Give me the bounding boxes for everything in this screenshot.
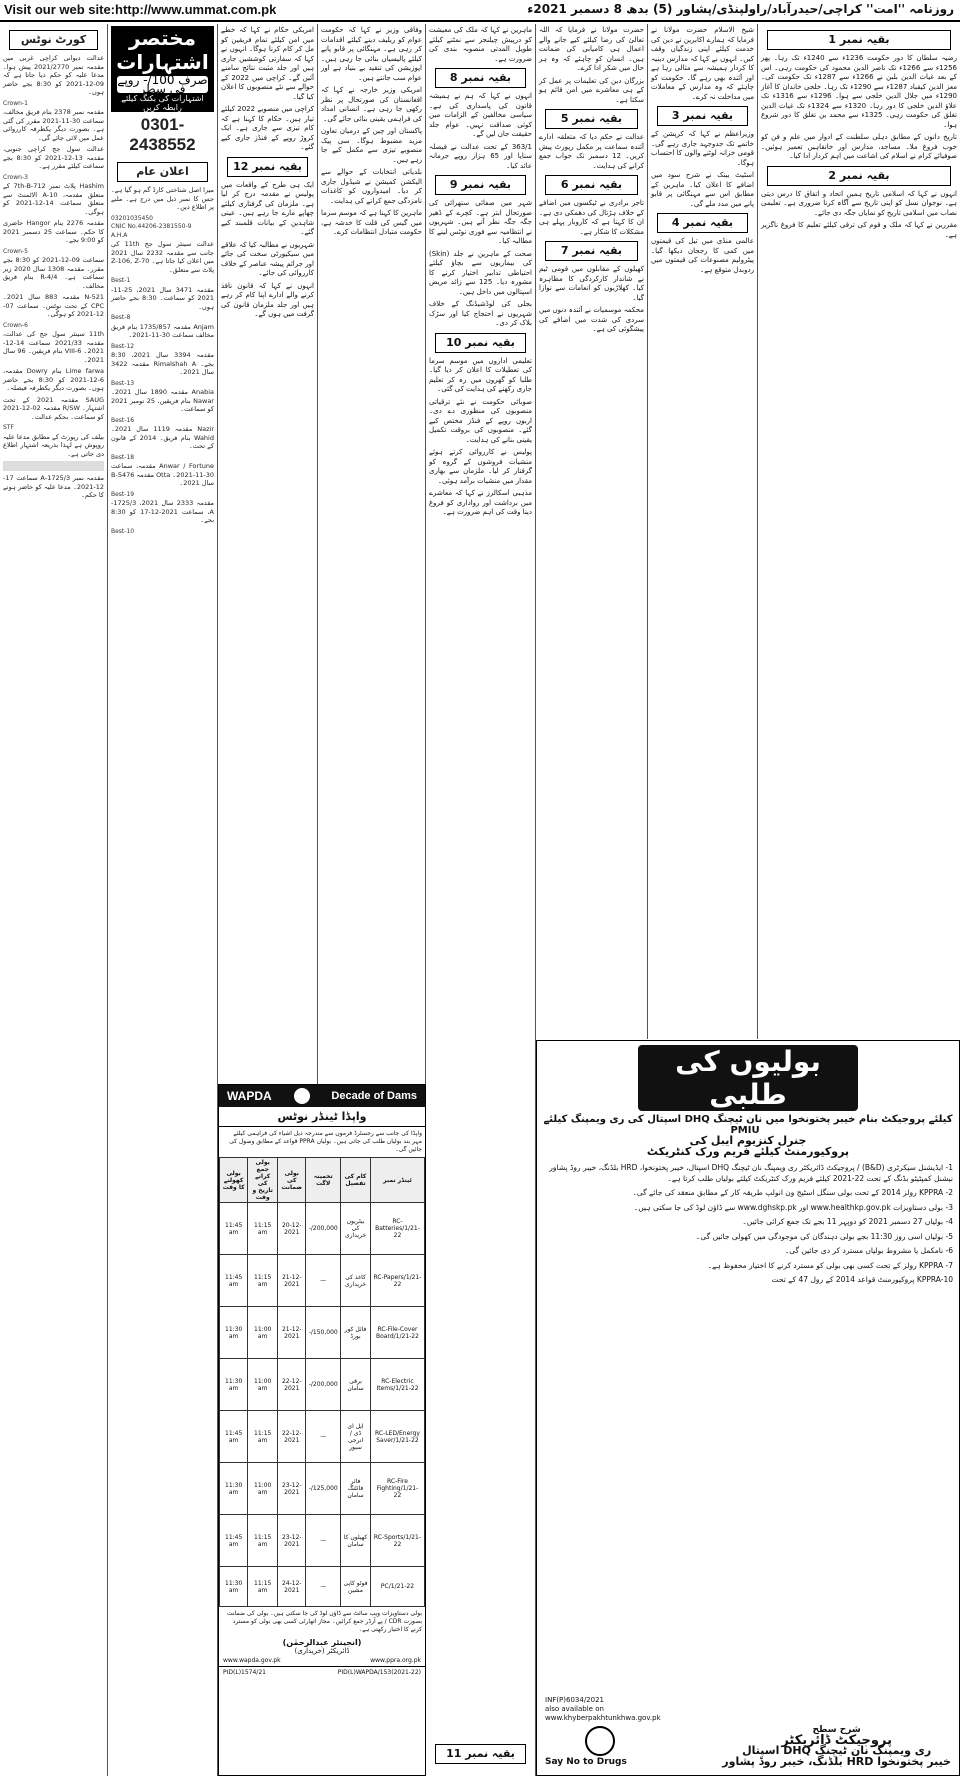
wapda-refs — [219, 1666, 425, 1678]
ad-text: میرا اصل شناختی کارڈ گم ہو گیا ہے۔ جس کا نمبر ذیل میں درج ہے۔ ملنے پر اطلاع دیں۔ — [111, 186, 214, 211]
cell-submit-time: 11:15 am — [248, 1411, 278, 1463]
news-text: انہوں نے کہا کہ ہم نے ہمیشہ قانون کی پاسداری کی ہے۔ سیاسی مخالفین کے الزامات میں کوئی صداقت نہیں۔ عوام جلد حقیقت جان لیں گے۔ — [429, 92, 532, 138]
tender-title: بولیوں کی طلبی — [675, 1045, 821, 1111]
table-row — [220, 1567, 425, 1607]
cell-tender-no: RC-Sports/1/21-22 — [370, 1515, 424, 1567]
cell-description: فائر فائٹنگ سامان — [341, 1463, 371, 1515]
case-tag: Best-12 — [111, 342, 135, 350]
cell-tender-no: PC/1/21-22 — [370, 1567, 424, 1607]
tender-ref-block — [545, 1696, 661, 1767]
news-text: رضیہ سلطان کا دور حکومت 1236ء سے 1240ء تک رہا۔ پھر 1256ء سے 1266ء تک ناصر الدین محمود کی حکومت رہی۔ اس کے بعد غیاث الدین بلبن نے 1266ء سے 1287ء تک حکومت کی۔ معز الدین کیقباد 1287ء سے 1290ء تک رہا۔ خلجی خاندان کا آغاز 1290ء میں جلال الدین خلجی سے ہوا۔ 1296ء سے 1316ء تک علاؤ الدین خلجی کا دور رہا۔ 1320ء سے 1324ء تک غیاث الدین تغلق کی حکومت رہی۔ 1325ء سے محمد بن تغلق کا دور شروع ہوا۔ — [761, 54, 958, 129]
cell-estimate: — — [306, 1411, 341, 1463]
case-tag: Crown-6 — [3, 321, 28, 329]
wapda-intro: واپڈا کی جانب سے رجسٹرڈ فرموں سے مندرجہ ذیل اشیاء کی فراہمی کیلئے مہر بند بولیاں طلب کی جاتی ہیں۔ بولیاں PPRA قواعد کے مطابق وصول کی جائیں گی۔ — [229, 1130, 422, 1153]
news-column-h — [758, 24, 960, 1039]
cell-date: 24-12-2021 — [278, 1567, 306, 1607]
ad-text: مقدمہ 3394 سال 2021، 8:30 بجے۔ Rimalshah A مقدمہ 3422 سال 2021۔ — [111, 351, 214, 376]
classified-ads-column — [108, 24, 218, 1776]
news-text: صوبائی حکومت نے نئے ترقیاتی منصوبوں کی منظوری دے دی۔ اربوں روپے کے فنڈز مختص کیے گئے۔ منصوبوں کی بروقت تکمیل یقینی بنانے کی ہدایت۔ — [429, 397, 532, 444]
th-estimate: تخمینہ لاگت — [306, 1158, 341, 1203]
ref-2: PID(L)WAPDA/153(2021-22) — [337, 1669, 421, 1676]
cell-tender-no: RC-LED/Energy Saver/1/21-22 — [370, 1411, 424, 1463]
tender-point: 3- بولی دستاویزات www.healthkp.gov.pk اور www.dghskp.pk سے ڈاؤن لوڈ کی جا سکتی ہیں۔ — [633, 1202, 953, 1212]
cell-estimate: — — [306, 1255, 341, 1307]
tender-point: 5- بولیاں اسی روز 11:30 بجے بولی دہندگان کی موجودگی میں کھولی جائیں گی۔ — [695, 1231, 953, 1241]
notice-text: Hashim پلاٹ نمبر 7th-B-712 کے متعلق مقدمہ، 10-A الاٹمنٹ سے متعلق سماعت 14-12-2021 کو ہوگی۔ — [3, 182, 105, 216]
cell-estimate: 200,000/- — [306, 1203, 341, 1255]
notice-text: SAUG مقدمہ 2021 کے تحت اشتہار۔ R/SW مقدمہ 02-12-2021 کو سماعت۔ بحکم عدالت۔ — [3, 395, 104, 421]
ad-text: Anabia مقدمہ 1890 سال 2021۔ Nawar بنام فریقین، 25 نومبر 2021 کو سماعت۔ — [111, 388, 214, 413]
case-tag: Best-13 — [111, 379, 135, 387]
news-text: کھیلوں کے مقابلوں میں قومی ٹیم نے شاندار کارکردگی کا مظاہرہ کیا۔ کھلاڑیوں کو انعامات سے نوازا گیا۔ — [539, 265, 644, 302]
news-text: تاریخ دانوں کے مطابق دہلی سلطنت کے ادوار میں علم و فن کو خوب فروغ ملا۔ مساجد، مدارس اور خانقاہیں تعمیر ہوئیں۔ صوفیائے کرام نے اسلام کی اشاعت میں اہم کردار ادا کیا۔ — [761, 133, 957, 160]
wapda-tender-table — [219, 1157, 425, 1607]
ad-text: مقدمہ 2333 سال 2021، 1725/3-A، سماعت 2021-12-17 کو 8:30 بجے۔ — [111, 499, 214, 524]
ad-cnic: CNIC No.44206-2381550-9 — [111, 223, 192, 230]
case-tag: Best-19 — [111, 490, 135, 498]
cell-open-time: 11:30 am — [220, 1463, 248, 1515]
wapda-logo-text: WAPDA — [227, 1089, 272, 1103]
news-text: تعلیمی اداروں میں موسم سرما کی تعطیلات کا اعلان کر دیا گیا۔ طلبا کو گھروں میں رہ کر تعلیم جاری رکھنے کی ہدایت کی گئی۔ — [429, 356, 532, 393]
cell-submit-time: 11:00 am — [248, 1463, 278, 1515]
court-notice-heading: کورٹ نوٹس — [9, 30, 98, 50]
govt-seal-icon — [585, 1726, 615, 1756]
cell-date: 21-12-2021 — [278, 1307, 306, 1359]
notice-text: عدالت سول جج کراچی جنوبی، مقدمہ 13-12-2021 کو 8:30 بجے سماعت کیلئے مقرر ہے۔ — [3, 145, 104, 170]
cell-description: ایل ای ڈی / انرجی سیور — [341, 1411, 371, 1463]
th-description: کام کی تفصیل — [341, 1158, 371, 1203]
cell-description: فائل کور بورڈ — [341, 1307, 371, 1359]
case-tag: Best-10 — [111, 527, 135, 535]
tender-point: 4- بولیاں 27 دسمبر 2021 کو دوپہر 11 بجے تک جمع کرائی جائیں۔ — [742, 1217, 953, 1226]
wapda-notice-title: واپڈا ٹینڈر نوٹس — [219, 1107, 425, 1127]
cell-open-time: 11:45 am — [220, 1255, 248, 1307]
tender-subtitle: کیلئے پروجیکٹ بنام خیبر پختونخوا میں نان ٹیچنگ DHQ اسپتال کی ری ویمپنگ کیلئے — [543, 1114, 953, 1125]
tender-point: 1- ایڈیشنل سیکرٹری (B&D) / پروجیکٹ ڈائریکٹر ری ویمپنگ نان ٹیچنگ DHQ اسپتال، خیبر پختونخوا، HRD بلڈنگ، خیبر روڈ پشاور نیشنل کمپٹیٹو بڈنگ کے تحت 22-2021 کیلئے فریم ورک کنٹریکٹ کیلئے بولیاں طلب کرتا ہے۔ — [549, 1163, 953, 1183]
continuation-heading: بقیہ نمبر 10 — [435, 333, 526, 353]
cell-open-time: 11:30 am — [220, 1567, 248, 1607]
tender-point: 7- KPPRA رولز کے تحت کسی بھی بولی کو مسترد کرنے کا اختیار محفوظ ہے۔ — [707, 1260, 953, 1270]
news-text: بزرگان دین کی تعلیمات پر عمل کر کے ہی معاشرے میں امن قائم ہو سکتا ہے۔ — [539, 76, 644, 104]
signature-block — [722, 1725, 951, 1767]
notice-text: مقدمہ نمبر 1725/3-A سماعت 17-12-2021۔ مدعا علیہ کو حاضر ہونے کا حکم۔ — [3, 474, 104, 499]
signature-org-1: ری ویمپنگ نان ٹیچنگ DHQ اسپتال — [742, 1744, 932, 1757]
table-row — [220, 1411, 425, 1463]
news-text: کراچی میں منصوبے 2022 کیلئے تیار ہیں۔ حکام کا کہنا ہے کہ کام تیزی سے جاری ہے۔ ایک کروڑ روپے کے فنڈز جاری کیے گئے۔ — [221, 105, 315, 151]
wapda-website[interactable]: www.wapda.gov.pk — [223, 1657, 281, 1664]
cell-description: بیٹریوں کی خریداری — [341, 1203, 371, 1255]
cell-submit-time: 11:00 am — [248, 1307, 278, 1359]
cell-description: کاغذ کی خریداری — [341, 1255, 371, 1307]
cell-tender-no: RC-Batteries/1/21-22 — [370, 1203, 424, 1255]
cell-estimate: 150,000/- — [306, 1307, 341, 1359]
news-text: پولیس نے کارروائی کرتے ہوئے منشیات فروشوں کے گروہ کو گرفتار کر لیا۔ ملزمان سے بھاری مقدار میں منشیات برآمد ہوئی۔ — [429, 448, 532, 485]
case-tag: Crown-1 — [3, 99, 28, 107]
signature-title: پروجیکٹ ڈائریکٹر — [781, 1732, 892, 1748]
table-header-row — [220, 1158, 425, 1203]
tender-title-bar — [638, 1045, 858, 1111]
cell-date: 22-12-2021 — [278, 1411, 306, 1463]
continuation-heading: بقیہ نمبر 6 — [545, 175, 638, 195]
case-tag: Best-8 — [111, 314, 131, 321]
tender-points — [543, 1163, 953, 1286]
ad-text: مقدمہ 3471 سال 2021، 25-11-2021 کو سماعت۔ 8:30 بجے حاضر ہوں۔ — [111, 285, 215, 311]
ad-text: عدالت سینئر سول جج 11th کی جانب سے مقدمہ 2232 سال 2021 میں اعلان کیا جاتا ہے۔ Z-106, Z-70 پلاٹ سے متعلق۔ — [111, 240, 214, 274]
news-text: مقررین نے کہا کہ ملک و قوم کی ترقی کیلئے تعلیم کا فروغ ناگزیر ہے۔ — [761, 221, 957, 239]
signer-name: (انجینئر عبدالرحمٰن) — [282, 1638, 362, 1647]
tender-ref: INF(P)6034/2021 — [545, 1696, 604, 1704]
wapda-slogan: Decade of Dams — [331, 1090, 417, 1102]
tender-also: also available on — [545, 1705, 604, 1713]
continuation-heading: بقیہ نمبر 9 — [435, 175, 526, 195]
news-text: شہریوں نے مطالبہ کیا کہ علاقے میں سیکیورٹی سخت کی جائے اور جرائم پیشہ عناصر کے خلاف کارروائی کی جائے۔ — [221, 240, 314, 277]
tender-point: 2- KPPRA رولز 2014 کے تحت بولی سنگل اسٹیج ون انولپ طریقہ کار کے مطابق منعقد کی جائے گی۔ — [632, 1188, 953, 1197]
news-text: مذہبی اسکالرز نے کہا کہ معاشرے میں برداشت اور رواداری کو فروغ دینا وقت کی اہم ضرورت ہے۔ — [429, 489, 532, 516]
cell-submit-time: 11:15 am — [248, 1515, 278, 1567]
tender-subtitle-row — [543, 1115, 953, 1136]
cell-open-time: 11:45 am — [220, 1203, 248, 1255]
tender-kppra: KPPRA-10 پروکیورمنٹ قواعد 2014 کے رول 47 کے تحت — [771, 1275, 953, 1284]
wapda-emblem-icon — [294, 1088, 310, 1104]
continuation-heading: بقیہ نمبر 5 — [545, 109, 638, 129]
continuation-heading: بقیہ نمبر 4 — [657, 213, 748, 233]
table-row — [220, 1515, 425, 1567]
cell-date: 20-12-2021 — [278, 1203, 306, 1255]
news-column-e — [426, 24, 536, 1776]
ad-initials: A.H.A — [111, 231, 128, 239]
ppra-website[interactable]: www.ppra.org.pk — [370, 1657, 421, 1664]
news-text: عدالت نے حکم دیا کہ متعلقہ ادارے آئندہ سماعت پر مکمل رپورٹ پیش کریں۔ 12 دسمبر تک جواب جمع کرانے کی ہدایت۔ — [539, 133, 644, 170]
continuation-heading: بقیہ نمبر 3 — [657, 106, 748, 126]
ref-1: PID(L)1574/21 — [223, 1669, 266, 1676]
table-row — [220, 1359, 425, 1411]
th-open: بولی کھولنے کا وقت — [220, 1158, 248, 1203]
continuation-heading: بقیہ نمبر 1 — [767, 30, 951, 50]
classified-title: مختصر اشتہارات — [116, 26, 209, 74]
notice-text: عدالت دیوانی کراچی غربی میں مقدمہ نمبر 2021/2770 پیش ہوا۔ مدعا علیہ کو حکم دیا جاتا ہے کہ 09-12-2021 کو 8:30 بجے حاضر ہوں۔ — [3, 54, 104, 96]
news-column-c — [218, 24, 318, 1084]
ad-phone: 03201035450 — [111, 214, 153, 222]
tender-sub2: جنرل کنزیوم ایبل کی — [689, 1134, 807, 1147]
paper-dateline: روزنامہ ''امت'' کراچی/حیدرآباد/راولپنڈی/پشاور (5) بدھ 8 دسمبر 2021ء — [527, 2, 954, 16]
court-notices-column-a — [0, 24, 108, 1776]
cell-estimate: — — [306, 1515, 341, 1567]
announce-heading: اعلان عام — [117, 162, 208, 182]
case-tag: Crown-5 — [3, 247, 28, 255]
cell-date: 23-12-2021 — [278, 1463, 306, 1515]
cell-description: برقی سامان — [341, 1359, 371, 1411]
table-row — [220, 1463, 425, 1515]
news-column-g — [648, 24, 758, 1039]
pmiu-tender-ad — [536, 1040, 960, 1776]
news-text: امریکی حکام نے کہا کہ خطے میں امن کیلئے تمام فریقین کو مل کر کام کرنا ہوگا۔ انہوں نے کہا کہ سفارتی کوششیں جاری ہیں اور جلد مثبت نتائج سامنے آئیں گے۔ کراچی میں 2022 کے حوالے سے نئے منصوبوں کا اعلان کیا گیا۔ — [221, 26, 314, 101]
pmiu-label: PMIU — [730, 1124, 760, 1136]
cell-estimate: — — [306, 1567, 341, 1607]
wapda-banner — [219, 1085, 425, 1107]
signer-title: ڈائریکٹر (خریداری) — [294, 1647, 350, 1655]
notice-text: سماعت 09-12-2021 کو 8:30 بجے مقرر۔ مقدمہ 1308 سال 2020 زیر سماعت ہے۔ R-4/4 بنام فریق مخالف۔ — [3, 256, 104, 290]
cell-description: فوٹو کاپی مشین — [341, 1567, 371, 1607]
say-no-drugs: Say No to Drugs — [545, 1757, 627, 1767]
cell-submit-time: 11:00 am — [248, 1359, 278, 1411]
news-text: بجلی کی لوڈشیڈنگ کے خلاف شہریوں نے احتجاج کیا اور سڑک بلاک کر دی۔ — [429, 300, 532, 327]
table-row — [220, 1307, 425, 1359]
wapda-tender-ad — [218, 1084, 426, 1776]
divider — [3, 461, 104, 471]
cell-date: 23-12-2021 — [278, 1515, 306, 1567]
news-text: محکمہ موسمیات نے آئندہ دنوں میں سردی کی شدت میں اضافے کی پیشگوئی کی ہے۔ — [539, 306, 644, 333]
tender-signature — [545, 1696, 951, 1767]
cell-tender-no: RC-File-Cover Board/1/21-22 — [370, 1307, 424, 1359]
news-text: حضرت مولانا نے فرمایا کہ اللہ تعالیٰ کی رضا کیلئے کیے جانے والے اعمال ہی کامیابی کی ضمانت ہیں۔ انسان کو چاہئے کہ وہ ہر حال میں شکر ادا کرے۔ — [539, 26, 644, 72]
cell-open-time: 11:30 am — [220, 1359, 248, 1411]
signature-org-2: خیبر پختونخوا HRD بلڈنگ، خیبر روڈ پشاور — [722, 1754, 951, 1768]
th-submit: بولی جمع کرانے کی تاریخ و وقت — [248, 1158, 278, 1203]
case-tag: Best-18 — [111, 453, 135, 461]
signature-note: شرح سطح — [812, 1725, 861, 1735]
news-text: 363/1 کے تحت عدالت نے فیصلہ سنایا اور 65 ہزار روپے جرمانہ عائد کیا۔ — [429, 142, 532, 170]
classified-rate: صرف 100/- روپے فی سطر — [117, 73, 208, 96]
wapda-terms: بولی دستاویزات ویب سائٹ سے ڈاؤن لوڈ کی جا سکتی ہیں۔ بولی کی ضمانت بصورت CDR / پے آرڈر جمع کرائیں۔ مجاز اتھارٹی کسی بھی بولی کو مسترد کرنے کا اختیار رکھتی ہے۔ — [227, 1610, 422, 1633]
booking-text: اشتہارات کی بکنگ کیلئے رابطہ کریں — [121, 94, 204, 112]
case-tag: Best-1 — [111, 277, 131, 284]
news-text: وفاقی وزیر نے کہا کہ حکومت عوام کو ریلیف دینے کیلئے اقدامات کر رہی ہے۔ مہنگائی پر قابو پانے کیلئے پالیسیاں بنائی جا رہی ہیں۔ اپوزیشن کی تنقید بے بنیاد ہے اور عوام سب جانتے ہیں۔ — [321, 26, 422, 82]
notice-text: N-521 مقدمہ 883 سال 2021۔ CPC کے تحت نوٹس۔ سماعت 07-12-2021 کو ہوگی۔ — [3, 293, 104, 318]
continuation-heading: بقیہ نمبر 11 — [435, 1744, 526, 1764]
th-tender-no: ٹینڈر نمبر — [370, 1158, 424, 1203]
website-url[interactable]: Visit our web site:http://www.ummat.com.pk — [4, 2, 277, 17]
cell-submit-time: 11:15 am — [248, 1255, 278, 1307]
tender-sub3: پروکیورمنٹ کیلئے فریم ورک کنٹریکٹ — [646, 1144, 850, 1158]
cell-open-time: 11:30 am — [220, 1307, 248, 1359]
cell-estimate: 200,000/- — [306, 1359, 341, 1411]
ad-text: Anwar / Fortune مقدمہ، سماعت 30-11-2021۔ Otta مقدمہ 5476-B سال 2021۔ — [111, 462, 215, 487]
news-text: ایک ہی طرح کے واقعات میں پولیس نے مقدمہ درج کر لیا ہے۔ ملزمان کی گرفتاری کیلئے چھاپے مارے جا رہے ہیں۔ عینی شاہدین کے بیانات قلمبند کیے گئے۔ — [221, 180, 314, 236]
tender-point: 6- نامکمل یا مشروط بولیاں مسترد کر دی جائیں گی۔ — [784, 1246, 953, 1255]
ad-text: Nazir مقدمہ 1119 سال 2021۔ Wahid بنام فریق۔ 2014 کے قانون کے تحت۔ — [111, 425, 214, 450]
news-column-d — [318, 24, 426, 1084]
cell-submit-time: 11:15 am — [248, 1203, 278, 1255]
cell-date: 22-12-2021 — [278, 1359, 306, 1411]
news-text: انہوں نے کہا کہ قانون نافذ کرنے والے ادارے اپنا کام کر رہے ہیں اور جلد ملزمان قانون کی گرفت میں ہوں گے۔ — [221, 281, 314, 318]
news-text: صحت کے ماہرین نے جلد (Skin) کی بیماریوں سے بچاؤ کیلئے احتیاطی تدابیر اختیار کرنے کا مشورہ دیا۔ 125 سے زائد مریض اسپتالوں میں داخل ہیں۔ — [429, 249, 533, 296]
cell-estimate: 125,000/- — [306, 1463, 341, 1515]
notice-text: Lime farwa بنام Dowry مقدمہ، 6-12-2021 کو 8:30 بجے حاضر ہوں۔ بصورت دیگر یکطرفہ فیصلہ۔ — [3, 367, 104, 392]
continuation-heading: بقیہ نمبر 7 — [545, 241, 638, 261]
notice-text: 11th سینئر سول جج کی عدالت، مقدمہ 2021/33 سماعت 14-12-2021۔ VIII-6 بنام فریقین۔ 96 سال 2021۔ — [3, 330, 105, 364]
wapda-signature — [219, 1638, 425, 1655]
news-text: پاکستان اور چین کے درمیان تعاون مزید مضبوط ہوگا۔ سی پیک منصوبے تیزی سے مکمل کیے جا رہے ہیں۔ — [321, 127, 422, 164]
wapda-footer — [219, 1655, 425, 1666]
news-text: اسٹیٹ بینک نے شرح سود میں اضافے کا اعلان کیا۔ ماہرین کے مطابق اس سے مہنگائی پر قابو پانے میں مدد ملے گی۔ — [651, 171, 754, 208]
news-text: تاجر برادری نے ٹیکسوں میں اضافے کے خلاف ہڑتال کی دھمکی دی ہے۔ ان کا کہنا ہے کہ کاروبار پہلے ہی مشکلات کا شکار ہے۔ — [539, 199, 644, 236]
cell-open-time: 11:45 am — [220, 1411, 248, 1463]
notice-text: مقدمہ نمبر 2378 بنام فریق مخالف، سماعت 30-11-2021 مقرر کی گئی ہے۔ بصورت دیگر یکطرفہ کارروائی عمل میں لائی جائے گی۔ — [3, 108, 104, 142]
news-text: وزیراعظم نے کہا کہ کرپشن کے خاتمے تک جدوجہد جاری رہے گی۔ قومی خزانہ لوٹنے والوں کا احتساب ہوگا۔ — [651, 130, 754, 167]
cell-tender-no: RC-Papers/1/21-22 — [370, 1255, 424, 1307]
ad-text: Anjam مقدمہ 1735/857 بنام فریق مخالف سماعت 30-11-2021۔ — [111, 322, 214, 339]
news-text: بلدیاتی انتخابات کے حوالے سے الیکشن کمیشن نے شیڈول جاری کر دیا۔ امیدواروں کو کاغذات نامزدگی جمع کرانے کی ہدایت۔ — [321, 168, 422, 205]
continuation-heading: بقیہ نمبر 12 — [227, 157, 308, 177]
masthead — [0, 0, 960, 22]
news-text: شہر میں صفائی ستھرائی کی صورتحال ابتر ہے۔ کچرے کے ڈھیر جگہ جگہ نظر آتے ہیں۔ شہریوں نے انتظامیہ سے فوری نوٹس لینے کا مطالبہ کیا۔ — [429, 199, 532, 245]
cell-submit-time: 11:15 am — [248, 1567, 278, 1607]
tender-web[interactable]: www.khyberpakhtunkhwa.gov.pk — [545, 1714, 661, 1722]
case-tag: STF — [3, 424, 14, 431]
news-text: شیخ الاسلام حضرت مولانا نے فرمایا کہ ہمارے اکابرین نے دین کی خدمت کیلئے اپنی زندگیاں وقف کیں۔ انہوں نے کہا کہ مدارس دینیہ کا کردار ہمیشہ سے مثالی رہا ہے اور آئندہ بھی رہے گا۔ حکومت کو چاہئے کہ وہ مدارس کے معاملات میں مداخلت نہ کرے۔ — [651, 26, 754, 101]
cell-open-time: 11:45 am — [220, 1515, 248, 1567]
news-text: امریکی وزیر خارجہ نے کہا کہ افغانستان کی صورتحال پر نظر رکھی جا رہی ہے۔ انسانی امداد کی فراہمی یقینی بنائی جائے گی۔ — [321, 86, 422, 123]
cell-date: 21-12-2021 — [278, 1255, 306, 1307]
news-text: عالمی منڈی میں تیل کی قیمتوں میں کمی کا رجحان دیکھا گیا۔ پیٹرولیم مصنوعات کی قیمتوں میں ردوبدل متوقع ہے۔ — [651, 237, 754, 274]
news-text: ماہرین کا کہنا ہے کہ موسم سرما میں گیس کی قلت کا خدشہ ہے، حکومت متبادل انتظامات کرے۔ — [321, 209, 422, 236]
classified-header — [111, 26, 214, 112]
continuation-heading: بقیہ نمبر 2 — [767, 166, 951, 186]
news-text: ماہرین نے کہا کہ ملک کی معیشت کو درپیش چیلنجز سے نمٹنے کیلئے طویل المدتی منصوبہ بندی کی ضرورت ہے۔ — [429, 26, 532, 63]
cell-description: کھیلوں کا سامان — [341, 1515, 371, 1567]
table-row — [220, 1255, 425, 1307]
news-column-f — [536, 24, 648, 1039]
case-tag: Best-16 — [111, 416, 135, 424]
table-row — [220, 1203, 425, 1255]
cell-tender-no: RC-Fire Fighting/1/21-22 — [370, 1463, 424, 1515]
news-text: انہوں نے کہا کہ اسلامی تاریخ ہمیں اتحاد و اتفاق کا درس دیتی ہے۔ نوجوان نسل کو اپنی تاریخ سے آگاہ کرنا ضروری ہے۔ تعلیمی نصاب میں اسلامی تاریخ کو نمایاں جگہ دی جائے۔ — [761, 189, 957, 217]
th-security: بولی کی ضمانت — [278, 1158, 306, 1203]
notice-text: بیلف کی رپورٹ کے مطابق مدعا علیہ روپوش ہے لہذا بذریعہ اشتہار اطلاع دی جاتی ہے۔ — [3, 432, 104, 458]
notice-text: مقدمہ 2276 بنام Hangor حاضری کا حکم۔ سماعت 25 دسمبر 2021 کو 9:00 بجے۔ — [3, 219, 104, 244]
case-tag: Crown-3 — [3, 173, 28, 181]
cell-tender-no: RC-Electric Items/1/21-22 — [370, 1359, 424, 1411]
continuation-heading: بقیہ نمبر 8 — [435, 68, 526, 88]
booking-phone[interactable]: 0301-2438552 — [129, 115, 196, 154]
